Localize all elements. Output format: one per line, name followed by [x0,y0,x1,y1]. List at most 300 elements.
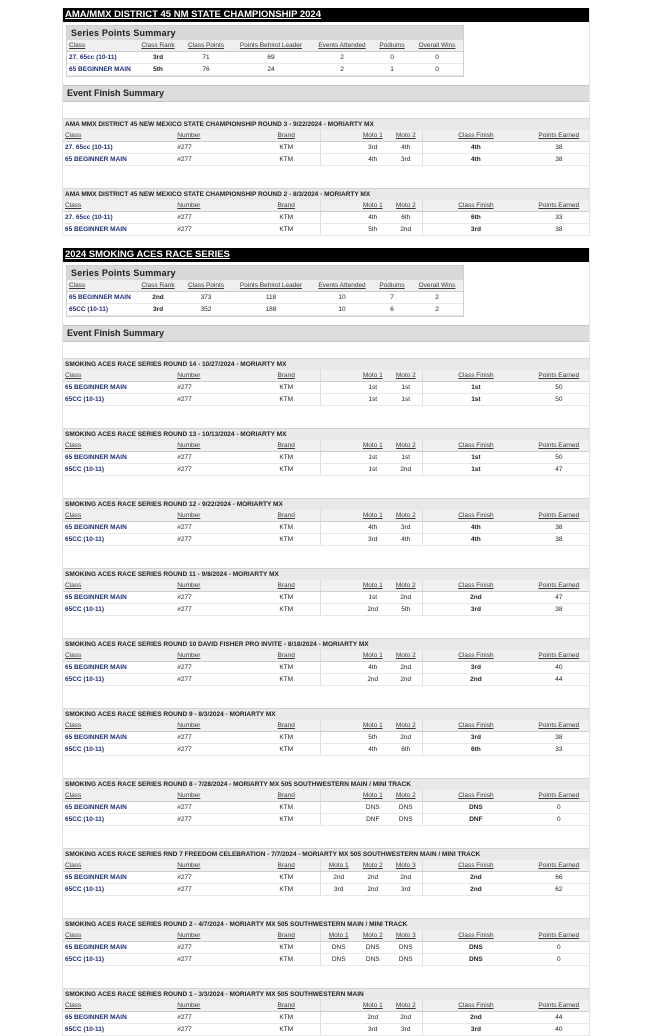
summary-cell: 2 [311,52,373,64]
race-column-header [321,580,356,592]
race-header-row [63,200,589,212]
race-cell: #277 [175,522,252,534]
race-column-header: Brand [252,860,321,872]
race-cell: 3rd [356,142,389,154]
race-title[interactable]: SMOKING ACES RACE SERIES ROUND 12 - 9/22/2024 - MORIARTY MX [63,498,589,510]
race-cell: #277 [175,942,252,954]
race-class-link[interactable]: 65CC (10-11) [63,814,175,826]
race-column-header: Moto 2 [389,200,422,212]
race-class-link[interactable]: 65 BEGINNER MAIN [63,382,175,394]
race-cell: 2nd [389,224,422,236]
race-column-header: Points Earned [529,510,589,522]
race-cell: 3rd [321,884,356,896]
race-column-header: Points Earned [529,440,589,452]
race-title[interactable]: SMOKING ACES RACE SERIES ROUND 13 - 10/13/2024 - MORIARTY MX [63,428,589,440]
race-class-link[interactable]: 27. 65cc (10-11) [63,142,175,154]
race-cell [321,224,356,236]
race-column-header: Class Finish [423,860,529,872]
race-cell [321,592,356,604]
race-title[interactable]: SMOKING ACES RACE SERIES ROUND 8 - 7/28/2024 - MORIARTY MX 505 SOUTHWESTERN MAIN / MINI TRACK [63,778,589,790]
race-cell: KTM [252,534,321,546]
race-title[interactable]: SMOKING ACES RACE SERIES ROUND 9 - 8/3/2024 - MORIARTY MX [63,708,589,720]
race-cell: 50 [529,394,589,406]
race-class-link[interactable]: 65 BEGINNER MAIN [63,942,175,954]
race-cell: 2nd [356,1012,389,1024]
race-column-header: Moto 1 [356,1000,389,1012]
race-column-header: Number [175,510,252,522]
race-column-header: Brand [252,200,321,212]
summary-column-header: Overall Wins [411,40,463,52]
summary-column-header: Podiums [373,280,411,292]
race-column-header: Class Finish [423,580,529,592]
race-header-row [63,1000,589,1012]
race-table [63,130,589,166]
race-cell: #277 [175,732,252,744]
race-column-header: Class Finish [423,720,529,732]
race-table [63,930,589,966]
race-title[interactable]: SMOKING ACES RACE SERIES ROUND 1 - 3/3/2024 - MORIARTY MX 505 SOUTHWESTERN MAIN [63,988,589,1000]
race-result [63,918,589,966]
summary-cell: 3rd [135,52,181,64]
race-cell: 4th [423,154,529,166]
championship-title[interactable]: 2024 SMOKING ACES RACE SERIES [63,248,589,262]
event-finish-summary-title: Event Finish Summary [63,85,589,102]
race-cell: 3rd [423,1024,529,1036]
race-column-header: Points Earned [529,860,589,872]
race-class-link[interactable]: 65 BEGINNER MAIN [63,224,175,236]
race-column-header: Number [175,720,252,732]
race-cell: 38 [529,154,589,166]
race-cell: 2nd [423,674,529,686]
summary-title: Series Points Summary [67,266,463,280]
summary-table [67,40,463,76]
race-column-header: Moto 2 [356,930,389,942]
race-cell: 0 [529,802,589,814]
race-row [63,464,589,476]
race-cell: 2nd [356,604,389,616]
race-cell: 1st [389,452,422,464]
race-column-header: Moto 1 [356,650,389,662]
race-class-link[interactable]: 65CC (10-11) [63,604,175,616]
race-cell: 4th [356,744,389,756]
race-title[interactable]: SMOKING ACES RACE SERIES ROUND 2 - 4/7/2024 - MORIARTY MX 505 SOUTHWESTERN MAIN / MINI TRACK [63,918,589,930]
race-cell: KTM [252,1024,321,1036]
race-cell: 3rd [356,1024,389,1036]
summary-cell: 10 [311,292,373,304]
race-column-header: Moto 1 [356,200,389,212]
race-cell: DNS [423,954,529,966]
race-column-header: Brand [252,1000,321,1012]
race-cell: 2nd [389,732,422,744]
race-cell: #277 [175,382,252,394]
race-class-link[interactable]: 65 BEGINNER MAIN [63,732,175,744]
race-column-header: Class [63,130,175,142]
race-class-link[interactable]: 65CC (10-11) [63,464,175,476]
race-column-header: Moto 2 [389,1000,422,1012]
summary-cell: 188 [231,304,311,316]
race-cell [321,1024,356,1036]
race-cell: 4th [423,142,529,154]
race-header-row [63,130,589,142]
race-column-header: Moto 2 [389,130,422,142]
section-spacer [63,102,589,114]
race-table [63,790,589,826]
race-cell: #277 [175,212,252,224]
race-table [63,200,589,236]
race-column-header [321,650,356,662]
race-cell: 2nd [356,884,389,896]
summary-cell: 0 [373,52,411,64]
race-cell: 2nd [389,662,422,674]
race-column-header: Moto 2 [389,370,422,382]
race-cell: KTM [252,662,321,674]
race-cell: DNS [321,942,356,954]
race-class-link[interactable]: 65 BEGINNER MAIN [63,872,175,884]
race-cell: 47 [529,592,589,604]
race-title[interactable]: AMA MMX DISTRICT 45 NEW MEXICO STATE CHAMPIONSHIP ROUND 3 - 9/22/2024 - MORIARTY MX [63,118,589,130]
race-cell: #277 [175,142,252,154]
race-result [63,708,589,756]
race-cell [321,1012,356,1024]
race-class-link[interactable]: 65CC (10-11) [63,674,175,686]
race-column-header: Points Earned [529,650,589,662]
race-cell: 5th [356,224,389,236]
race-class-link[interactable]: 65CC (10-11) [63,394,175,406]
race-table [63,650,589,686]
race-row [63,1012,589,1024]
race-title[interactable]: SMOKING ACES RACE SERIES RND 7 FREEDOM CELEBRATION - 7/7/2024 - MORIARTY MX 505 SOUTHWESTERN MAIN / MINI TRACK [63,848,589,860]
race-cell: #277 [175,662,252,674]
race-class-link[interactable]: 65CC (10-11) [63,744,175,756]
race-cell: KTM [252,604,321,616]
summary-column-header: Points Behind Leader [231,280,311,292]
summary-cell: 0 [411,52,463,64]
race-cell: KTM [252,154,321,166]
race-column-header: Moto 3 [389,930,422,942]
summary-cell: 2 [311,64,373,76]
race-result [63,358,589,406]
race-column-header: Points Earned [529,790,589,802]
summary-column-header: Podiums [373,40,411,52]
race-title[interactable]: SMOKING ACES RACE SERIES ROUND 14 - 10/27/2024 - MORIARTY MX [63,358,589,370]
race-header-row [63,650,589,662]
race-cell: 2nd [356,872,389,884]
summary-table [67,280,463,316]
race-cell: KTM [252,802,321,814]
race-class-link[interactable]: 65 BEGINNER MAIN [63,1012,175,1024]
summary-header-row [67,280,463,292]
race-cell: 1st [389,382,422,394]
race-cell: 2nd [423,884,529,896]
race-column-header: Points Earned [529,370,589,382]
race-title[interactable]: SMOKING ACES RACE SERIES ROUND 11 - 9/8/2024 - MORIARTY MX [63,568,589,580]
race-header-row [63,720,589,732]
race-cell: 2nd [389,464,422,476]
race-cell: #277 [175,674,252,686]
race-column-header: Moto 1 [321,860,356,872]
summary-class-link[interactable]: 65 BEGINNER MAIN [67,292,135,304]
race-row [63,224,589,236]
race-cell: 1st [423,394,529,406]
race-column-header: Class [63,200,175,212]
race-column-header: Brand [252,930,321,942]
race-column-header: Class Finish [423,370,529,382]
race-column-header [321,1000,356,1012]
race-cell: 38 [529,604,589,616]
race-class-link[interactable]: 27. 65cc (10-11) [63,212,175,224]
race-cell: 6th [423,212,529,224]
race-row [63,674,589,686]
race-cell: #277 [175,1012,252,1024]
race-column-header [321,130,356,142]
race-class-link[interactable]: 65 BEGINNER MAIN [63,154,175,166]
race-cell: 4th [389,142,422,154]
race-cell: 50 [529,382,589,394]
race-cell: 3rd [423,662,529,674]
summary-row [67,292,463,304]
race-cell: 6th [423,744,529,756]
race-cell: #277 [175,394,252,406]
race-cell: 38 [529,142,589,154]
race-cell: KTM [252,522,321,534]
series-points-summary [66,25,464,77]
race-row [63,954,589,966]
race-cell: DNS [356,802,389,814]
race-cell: 33 [529,744,589,756]
race-column-header [321,510,356,522]
race-cell: #277 [175,872,252,884]
race-class-link[interactable]: 65CC (10-11) [63,954,175,966]
race-cell: #277 [175,592,252,604]
race-result [63,568,589,616]
summary-cell: 6 [373,304,411,316]
race-cell: #277 [175,802,252,814]
race-column-header: Brand [252,650,321,662]
race-row [63,212,589,224]
race-column-header: Number [175,200,252,212]
race-cell: 40 [529,662,589,674]
race-cell: 4th [356,212,389,224]
summary-class-link[interactable]: 27. 65cc (10-11) [67,52,135,64]
race-cell: 2nd [423,1012,529,1024]
race-cell: KTM [252,814,321,826]
race-header-row [63,930,589,942]
race-cell [321,732,356,744]
race-class-link[interactable]: 65 BEGINNER MAIN [63,592,175,604]
race-cell: 1st [423,464,529,476]
race-cell: 2nd [321,872,356,884]
race-column-header: Class [63,580,175,592]
race-table [63,440,589,476]
race-cell: 1st [423,382,529,394]
race-title[interactable]: AMA MMX DISTRICT 45 NEW MEXICO STATE CHAMPIONSHIP ROUND 2 - 8/3/2024 - MORIARTY MX [63,188,589,200]
race-column-header: Moto 2 [389,510,422,522]
race-column-header: Class Finish [423,650,529,662]
race-cell: 4th [356,154,389,166]
race-cell: 38 [529,732,589,744]
race-column-header: Number [175,370,252,382]
race-column-header: Class [63,510,175,522]
race-cell [321,814,356,826]
race-column-header: Class [63,650,175,662]
race-cell: DNS [389,802,422,814]
race-column-header: Brand [252,440,321,452]
race-column-header: Class [63,1000,175,1012]
race-cell: 50 [529,452,589,464]
race-cell: #277 [175,154,252,166]
race-cell: #277 [175,884,252,896]
race-class-link[interactable]: 65CC (10-11) [63,884,175,896]
race-cell: KTM [252,884,321,896]
summary-row [67,304,463,316]
race-cell [321,142,356,154]
race-cell: KTM [252,942,321,954]
race-column-header: Class [63,860,175,872]
race-class-link[interactable]: 65 BEGINNER MAIN [63,522,175,534]
race-cell: 6th [389,744,422,756]
race-cell: DNS [356,942,389,954]
race-cell: 2nd [423,592,529,604]
race-column-header: Class [63,930,175,942]
summary-cell: 2nd [135,292,181,304]
race-cell: 2nd [389,592,422,604]
race-cell [321,464,356,476]
race-cell: 3rd [356,534,389,546]
race-cell: KTM [252,1012,321,1024]
championship-section [62,8,590,236]
summary-row [67,64,463,76]
race-cell: 3rd [423,604,529,616]
race-result [63,188,589,236]
race-cell: KTM [252,954,321,966]
race-column-header: Points Earned [529,580,589,592]
race-column-header: Class [63,720,175,732]
race-cell: 3rd [389,154,422,166]
race-column-header: Points Earned [529,200,589,212]
race-column-header: Class Finish [423,440,529,452]
race-column-header: Brand [252,510,321,522]
race-column-header: Moto 2 [389,790,422,802]
race-cell: 2nd [423,872,529,884]
race-cell: #277 [175,1024,252,1036]
race-cell: DNF [423,814,529,826]
race-cell: 2nd [389,1012,422,1024]
race-cell: KTM [252,744,321,756]
race-title[interactable]: SMOKING ACES RACE SERIES ROUND 10 DAVID FISHER PRO INVITE - 8/18/2024 - MORIARTY MX [63,638,589,650]
race-column-header: Number [175,860,252,872]
race-cell: 4th [356,662,389,674]
race-row [63,942,589,954]
race-column-header: Brand [252,130,321,142]
race-table [63,860,589,896]
race-cell: 3rd [389,522,422,534]
race-row [63,662,589,674]
race-cell: KTM [252,212,321,224]
summary-cell: 5th [135,64,181,76]
race-cell: 3rd [389,884,422,896]
race-column-header: Brand [252,370,321,382]
race-row [63,142,589,154]
summary-class-link[interactable]: 65CC (10-11) [67,304,135,316]
race-cell: DNS [423,942,529,954]
race-row [63,394,589,406]
race-cell: 2nd [389,872,422,884]
race-column-header: Moto 1 [321,930,356,942]
race-cell: 0 [529,954,589,966]
race-row [63,522,589,534]
race-class-link[interactable]: 65 BEGINNER MAIN [63,662,175,674]
race-column-header [321,370,356,382]
race-cell: DNF [356,814,389,826]
race-column-header [321,720,356,732]
race-column-header: Moto 3 [389,860,422,872]
summary-cell: 373 [181,292,231,304]
race-row [63,884,589,896]
race-column-header: Class [63,790,175,802]
summary-column-header: Class [67,40,135,52]
race-column-header: Moto 2 [389,720,422,732]
race-cell: 5th [389,604,422,616]
race-column-header: Number [175,130,252,142]
race-cell: 62 [529,884,589,896]
race-class-link[interactable]: 65 BEGINNER MAIN [63,802,175,814]
summary-column-header: Class [67,280,135,292]
race-cell: KTM [252,382,321,394]
race-class-link[interactable]: 65CC (10-11) [63,534,175,546]
race-cell: DNS [389,954,422,966]
race-cell: DNS [423,802,529,814]
race-cell: 3rd [423,224,529,236]
summary-class-link[interactable]: 65 BEGINNER MAIN [67,64,135,76]
race-column-header: Class Finish [423,200,529,212]
race-row [63,382,589,394]
race-cell: 38 [529,224,589,236]
race-row [63,1024,589,1036]
race-column-header: Class Finish [423,510,529,522]
race-class-link[interactable]: 65CC (10-11) [63,1024,175,1036]
race-row [63,534,589,546]
race-column-header: Class Finish [423,790,529,802]
race-column-header: Number [175,580,252,592]
race-cell [321,662,356,674]
race-cell: 1st [356,394,389,406]
race-column-header [321,440,356,452]
race-result [63,778,589,826]
race-cell: KTM [252,464,321,476]
race-cell [321,674,356,686]
race-cell: #277 [175,954,252,966]
race-header-row [63,790,589,802]
race-cell: 4th [356,522,389,534]
race-column-header: Points Earned [529,720,589,732]
race-column-header: Class [63,440,175,452]
summary-column-header: Events Attended [311,40,373,52]
race-cell: 0 [529,814,589,826]
race-cell: 33 [529,212,589,224]
race-cell: 47 [529,464,589,476]
championship-title[interactable]: AMA/MMX DISTRICT 45 NM STATE CHAMPIONSHIP 2024 [63,8,589,22]
race-result [63,848,589,896]
race-column-header: Brand [252,580,321,592]
series-points-summary [66,265,464,317]
race-column-header: Moto 1 [356,580,389,592]
race-column-header: Class Finish [423,930,529,942]
summary-cell: 10 [311,304,373,316]
race-class-link[interactable]: 65 BEGINNER MAIN [63,452,175,464]
race-cell: 4th [423,534,529,546]
race-table [63,1000,589,1036]
race-cell: 38 [529,522,589,534]
